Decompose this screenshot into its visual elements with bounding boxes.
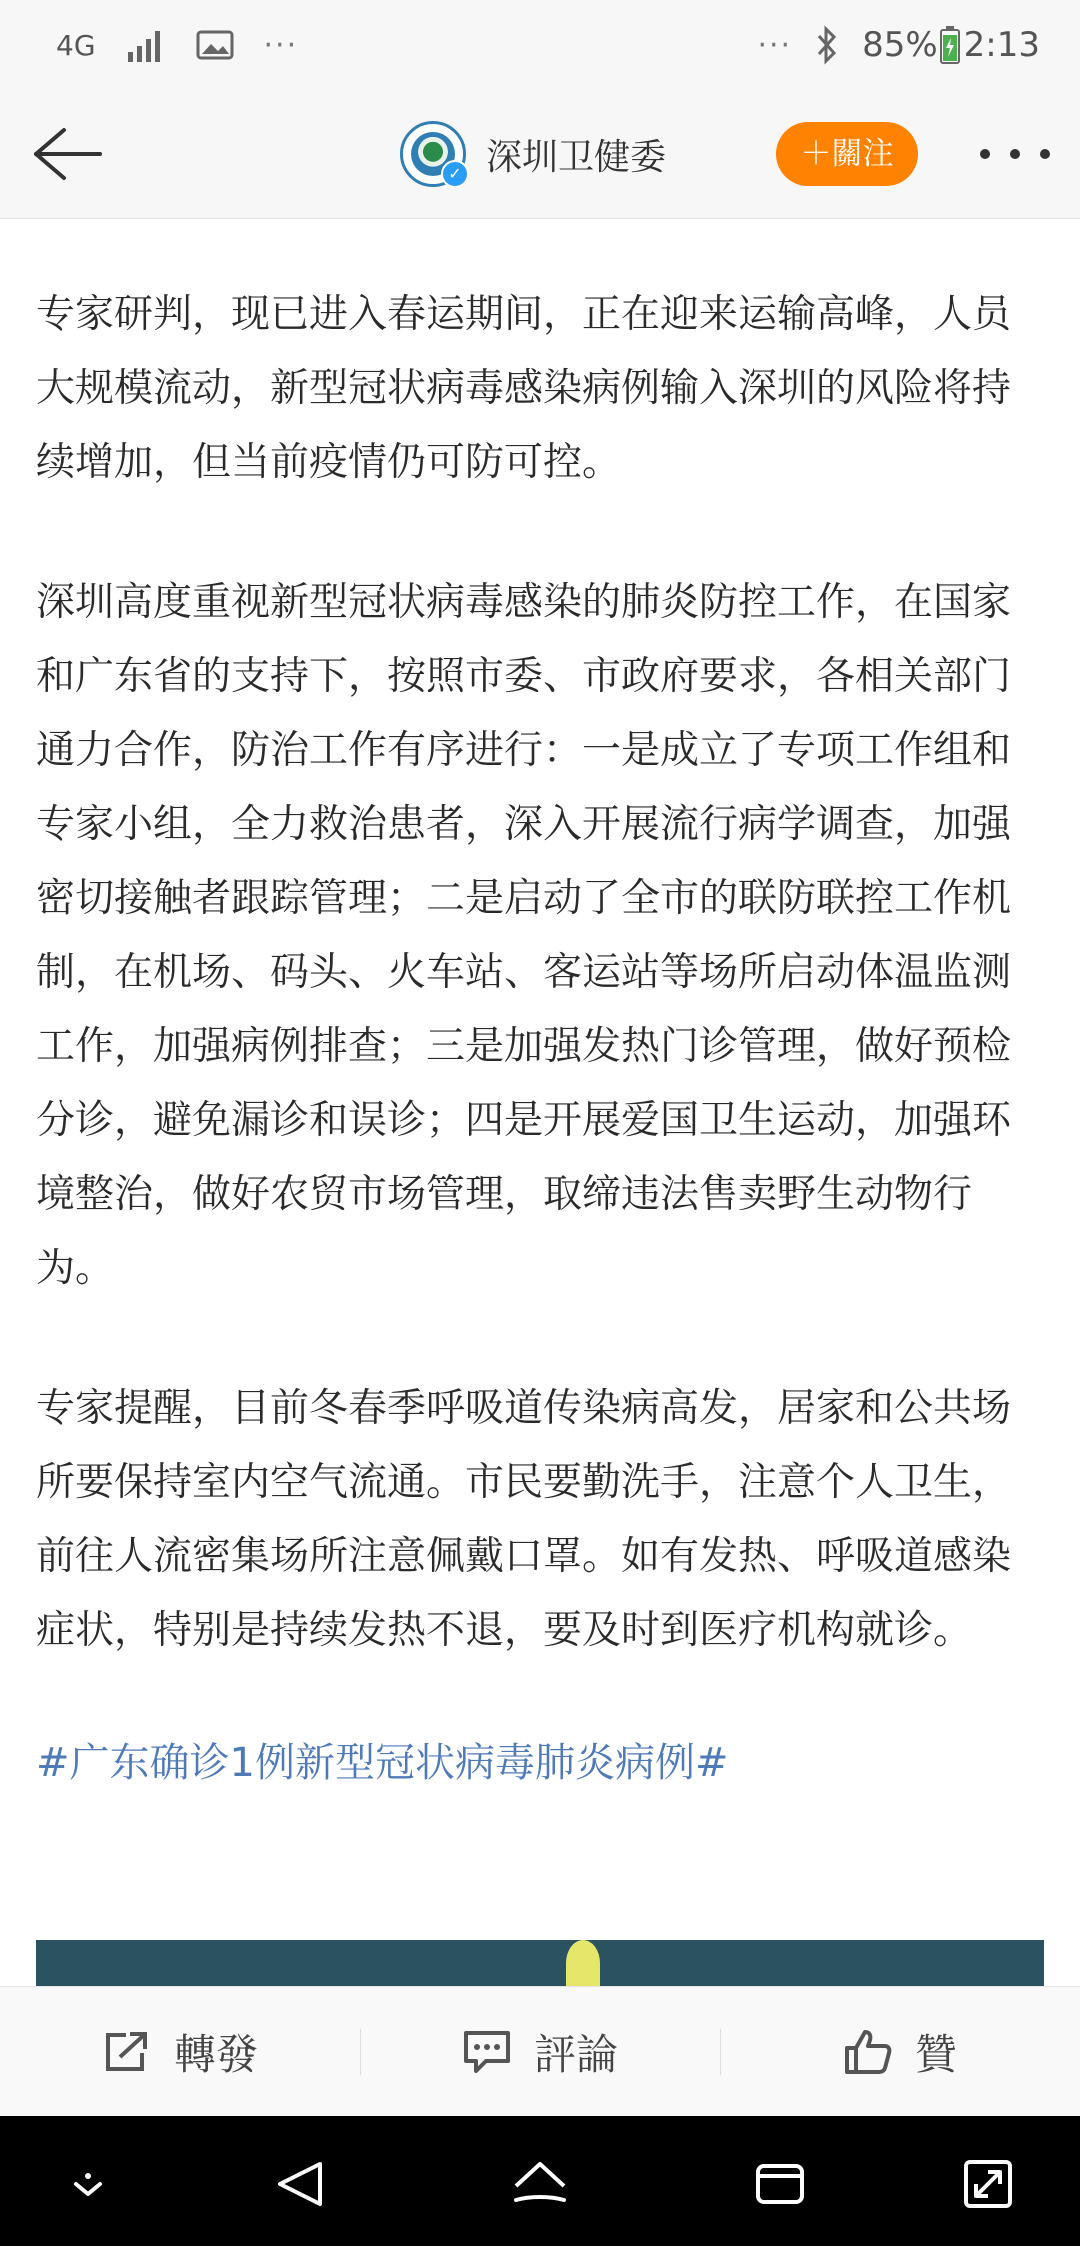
status-left [56, 20, 298, 70]
home-icon [510, 2156, 570, 2212]
arrow-left-icon [28, 118, 108, 190]
system-nav-bar [0, 2116, 1080, 2246]
article-body [36, 218, 1044, 1800]
back-button[interactable] [28, 118, 108, 190]
battery-icon [940, 26, 960, 64]
follow-button[interactable]: ＋關注 [776, 122, 918, 186]
more-dots-icon [1010, 149, 1020, 159]
more-button[interactable] [980, 122, 1050, 186]
image-content [566, 1940, 600, 1986]
title-bar [0, 90, 1080, 219]
comment-button[interactable] [360, 1987, 720, 2117]
status-right [757, 20, 1040, 70]
expand-nav-button[interactable] [960, 2156, 1016, 2212]
bluetooth-icon [814, 25, 840, 65]
repost-label: 轉發 [173, 2030, 258, 2079]
article-paragraph: 专家提醒，目前冬春季呼吸道传染病高发，居家和公共场所要保持室内空气流通。市民要勤洗手，注意个人卫生，前往人流密集场所注意佩戴口罩。如有发热、呼吸道感染症状，特别是持续发热不退，要及时到医疗机构就诊。 [36, 1386, 1012, 1653]
comment-bubble-icon [462, 2029, 512, 2075]
recents-icon [752, 2156, 808, 2212]
expand-icon [960, 2156, 1016, 2212]
more-dots-icon [980, 149, 990, 159]
thumbs-up-icon [843, 2028, 893, 2076]
notification-dots: ··· [263, 27, 299, 63]
account-header[interactable] [400, 118, 666, 190]
article-paragraph: 深圳高度重视新型冠状病毒感染的肺炎防控工作，在国家和广东省的支持下，按照市委、市政府要求，各相关部门通力合作，防治工作有序进行：一是成立了专项工作组和专家小组，全力救治患者，深入开展流行病学调查，加强密切接触者跟踪管理；二是启动了全市的联防联控工作机制，在机场、码头、火车站、客运站等场所启动体温监测工作，加强病例排查；三是加强发热门诊管理，做好预检分诊，避免漏诊和误诊；四是开展爱国卫生运动，加强环境整治，做好农贸市场管理，取缔违法售卖野生动物行为。 [36, 580, 1012, 1291]
like-button[interactable] [720, 1987, 1080, 2117]
like-label: 贊 [914, 2030, 957, 2079]
status-dots: ··· [757, 27, 793, 63]
network-indicator: 4G [56, 28, 96, 62]
recents-nav-button[interactable] [752, 2156, 808, 2212]
more-dots-icon [1040, 149, 1050, 159]
repost-button[interactable] [0, 1987, 360, 2117]
topic-hashtag-link[interactable]: #广东确诊1例新型冠状病毒肺炎病例# [36, 1740, 729, 1786]
gallery-icon [196, 29, 234, 61]
account-name[interactable]: 深圳卫健委 [486, 135, 667, 177]
back-nav-button[interactable] [272, 2156, 328, 2212]
home-nav-button[interactable] [510, 2156, 566, 2212]
clock: 2:13 [963, 25, 1040, 65]
signal-icon [126, 28, 166, 62]
avatar[interactable] [400, 121, 466, 187]
verified-badge-icon: ✓ [441, 160, 469, 188]
battery-percent: 85% [862, 25, 938, 65]
share-arrow-icon [102, 2029, 152, 2075]
comment-label: 評論 [533, 2030, 618, 2079]
hide-keyboard-button[interactable] [60, 2156, 116, 2212]
triangle-back-icon [272, 2156, 328, 2212]
article-image[interactable] [36, 1940, 1044, 1986]
chevron-down-icon [60, 2156, 116, 2212]
status-bar [0, 0, 1080, 90]
article-paragraph: 专家研判，现已进入春运期间，正在迎来运输高峰，人员大规模流动，新型冠状病毒感染病例输入深圳的风险将持续增加，但当前疫情仍可防可控。 [36, 292, 1012, 485]
action-bar [0, 1986, 1080, 2117]
